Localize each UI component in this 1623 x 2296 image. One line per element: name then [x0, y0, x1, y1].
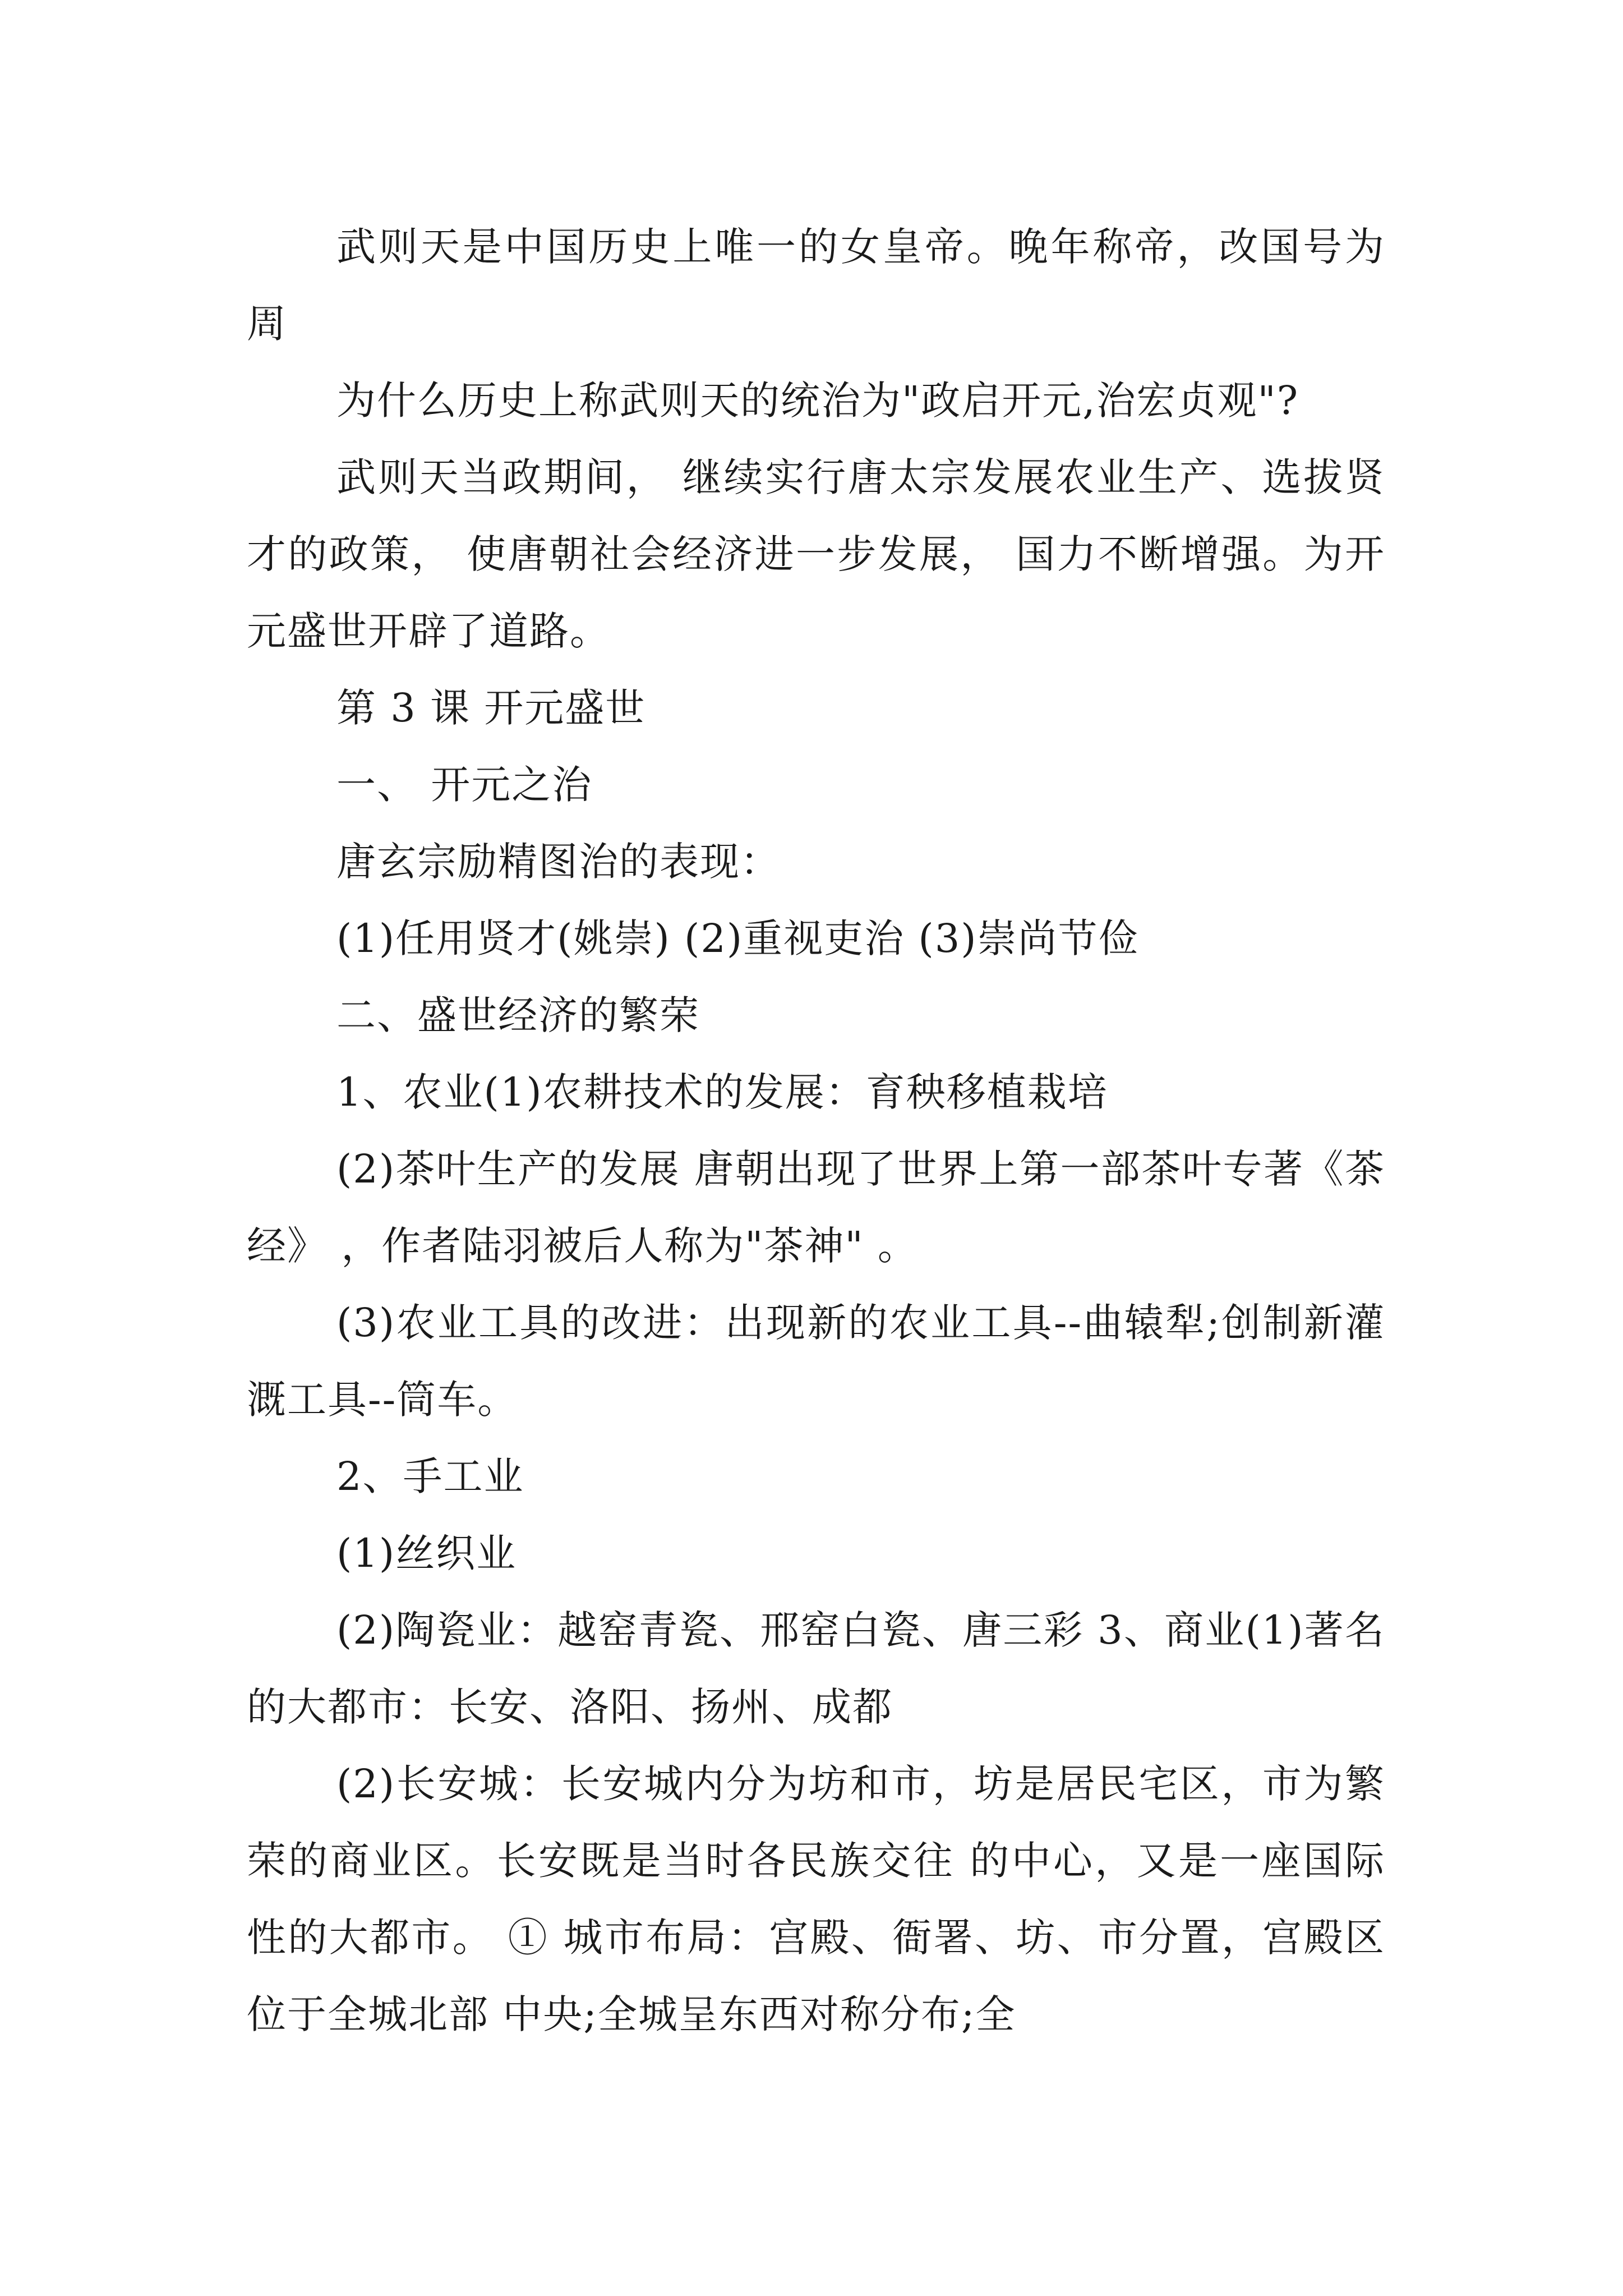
paragraph-question: 为什么历史上称武则天的统治为"政启开元,治宏贞观"? [336, 378, 1299, 424]
paragraph-tools: (3)农业工具的改进：出现新的农业工具--曲辕犁;创制新灌溉工具--筒车。 [247, 1300, 1385, 1423]
paragraph-wu-zetian-intro: 武则天是中国历史上唯一的女皇帝。晚年称帝，改国号为周 [247, 224, 1385, 347]
paragraph-agriculture: 1、农业(1)农耕技术的发展：育秧移植栽培 [336, 1069, 1108, 1115]
paragraph-measures: (1)任用贤才(姚崇) (2)重视吏治 (3)崇尚节俭 [336, 915, 1139, 961]
paragraph-tea: (2)茶叶生产的发展 唐朝出现了世界上第一部茶叶专著《茶经》 ，作者陆羽被后人称为"茶神" 。 [247, 1146, 1385, 1269]
paragraph-answer: 武则天当政期间， 继续实行唐太宗发展农业生产、选拔贤才的政策， 使唐朝社会经济进一步发展， 国力不断增强。为开元盛世开辟了道路。 [247, 454, 1385, 654]
paragraph-silk: (1)丝织业 [336, 1530, 517, 1576]
paragraph-handicraft: 2、手工业 [336, 1453, 524, 1499]
section-heading-economy: 二、盛世经济的繁荣 [336, 992, 700, 1038]
paragraph-changan: (2)长安城：长安城内分为坊和市，坊是居民宅区，市为繁荣的商业区。长安既是当时各民族交往 的中心，又是一座国际性的大都市。 ① 城市布局：宫殿、衙署、坊、市分置，宫殿区位于全城北部 中央;全城呈东西对称分布;全 [247, 1761, 1385, 2037]
section-heading-kaiyuan: 一、 开元之治 [336, 762, 593, 808]
paragraph-xuanzong: 唐玄宗励精图治的表现： [336, 839, 781, 885]
paragraph-ceramics-commerce: (2)陶瓷业：越窑青瓷、邢窑白瓷、唐三彩 3、商业(1)著名的大都市：长安、洛阳、扬州、成都 [247, 1607, 1385, 1730]
document-body [247, 209, 1385, 2053]
lesson-title: 第 3 课 开元盛世 [336, 685, 646, 731]
